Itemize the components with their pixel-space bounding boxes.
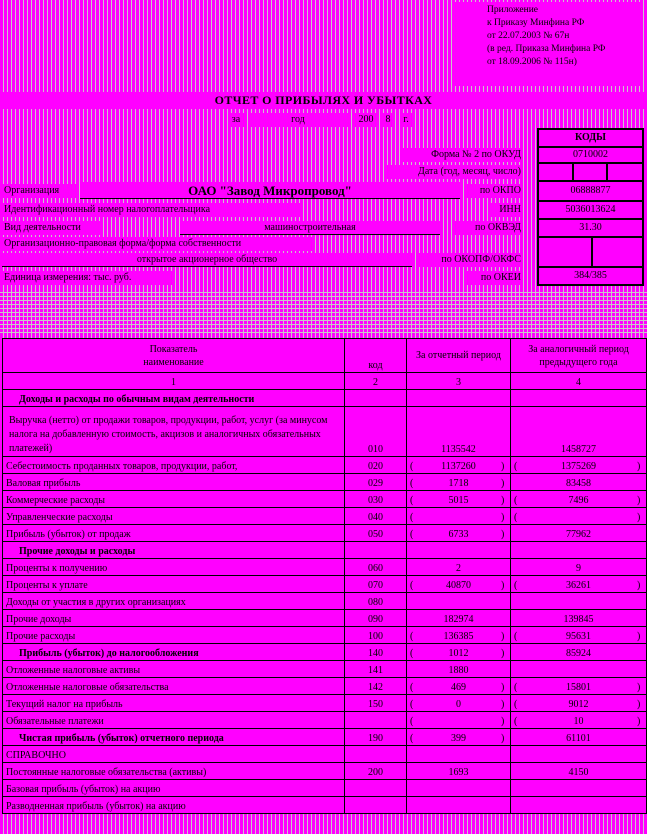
open-paren: ( [514, 716, 518, 727]
open-paren: ( [514, 495, 518, 506]
row-code: 029 [345, 474, 407, 491]
table-row [3, 644, 647, 661]
inn-label: ИНН [490, 203, 521, 217]
okved-value[interactable]: 31.30 [539, 220, 642, 236]
okud-label: Форма № 2 по ОКУД [400, 148, 521, 162]
value-text: 10 [573, 716, 584, 727]
table-row [3, 593, 647, 610]
rows-group-d [3, 763, 647, 814]
close-paren: ) [501, 733, 505, 744]
table-row [3, 525, 647, 542]
row-current-value[interactable] [407, 797, 511, 814]
value-text: 40870 [446, 580, 471, 591]
open-paren: ( [410, 512, 414, 523]
open-paren: ( [514, 461, 518, 472]
rows-group-c [3, 661, 647, 729]
table-row [3, 610, 647, 627]
open-paren: ( [514, 699, 518, 710]
row-name: Управленческие расходы [3, 508, 345, 525]
row-code: 141 [345, 661, 407, 678]
close-paren: ) [501, 716, 505, 727]
row-name: Коммерческие расходы [3, 491, 345, 508]
table-cell [511, 542, 647, 559]
parenthesized-value [514, 512, 643, 524]
row-name: Прочие доходы [3, 610, 345, 627]
parenthesized-value [514, 699, 643, 711]
net-profit-group [3, 729, 647, 746]
row-current-value[interactable] [407, 508, 511, 525]
okud-value[interactable]: 0710002 [539, 148, 642, 162]
row-previous-value[interactable] [511, 797, 647, 814]
close-paren: ) [501, 512, 505, 523]
open-paren: ( [410, 648, 414, 659]
row-code: 050 [345, 525, 407, 542]
open-paren: ( [410, 461, 414, 472]
row-previous-value[interactable]: 85924 [511, 644, 647, 661]
row-name: Себестоимость проданных товаров, продукции, работ, [3, 457, 345, 474]
header-name-label: наименование [143, 356, 204, 368]
approval-note [455, 2, 643, 86]
period-suffix: г. [400, 113, 412, 127]
value-text: 7496 [568, 495, 589, 506]
value-text: 1375269 [561, 461, 596, 472]
period-prefix: за [228, 113, 244, 127]
header-code: код [345, 339, 407, 373]
open-paren: ( [514, 580, 518, 591]
table-row [3, 797, 647, 814]
row-code: 060 [345, 559, 407, 576]
section-title: Доходы и расходы по обычным видам деятельности [3, 390, 345, 407]
period-word[interactable]: год [248, 113, 348, 127]
close-paren: ) [501, 631, 505, 642]
open-paren: ( [410, 682, 414, 693]
row-code: 190 [345, 729, 407, 746]
row-code: 200 [345, 763, 407, 780]
report-table [2, 338, 647, 814]
row-current-value[interactable] [407, 491, 511, 508]
row-code: 100 [345, 627, 407, 644]
table-row [3, 678, 647, 695]
open-paren: ( [410, 699, 414, 710]
parenthesized-value [514, 631, 643, 643]
value-text: 6733 [448, 529, 469, 540]
close-paren: ) [637, 699, 641, 710]
row-previous-value[interactable] [511, 661, 647, 678]
separator-band [0, 290, 647, 336]
row-code: 070 [345, 576, 407, 593]
table-cell [407, 746, 511, 763]
row-current-value[interactable]: 2 [407, 559, 511, 576]
row-current-value[interactable] [407, 644, 511, 661]
row-current-value[interactable] [407, 525, 511, 542]
table-row [3, 712, 647, 729]
row-previous-value[interactable] [511, 695, 647, 712]
reference-label: СПРАВОЧНО [3, 746, 345, 763]
close-paren: ) [637, 512, 641, 523]
row-previous-value[interactable]: 77962 [511, 525, 647, 542]
parenthesized-value [410, 631, 507, 643]
close-paren: ) [637, 461, 641, 472]
row-current-value[interactable]: 1693 [407, 763, 511, 780]
value-text: 469 [451, 682, 466, 693]
parenthesized-value [410, 495, 507, 507]
close-paren: ) [501, 529, 505, 540]
rows-group-b [3, 559, 647, 644]
table-cell [345, 390, 407, 407]
parenthesized-value [410, 716, 507, 728]
row-current-value[interactable] [407, 576, 511, 593]
close-paren: ) [501, 580, 505, 591]
date-label: Дата (год, месяц, число) [386, 165, 521, 179]
approval-line: от 22.07.2003 № 67н [487, 31, 570, 41]
row-current-value[interactable] [407, 780, 511, 797]
row-name: Прочие расходы [3, 627, 345, 644]
row-name: Отложенные налоговые обязательства [3, 678, 345, 695]
row-code: 140 [345, 644, 407, 661]
approval-line: Приложение [487, 5, 538, 15]
row-previous-value[interactable] [511, 508, 647, 525]
unit-label: Единица измерения: тыс. руб. [2, 271, 172, 285]
revenue-code: 010 [345, 407, 407, 457]
row-name: Прибыль (убыток) от продаж [3, 525, 345, 542]
table-row [3, 661, 647, 678]
value-text: 15801 [566, 682, 591, 693]
row-current-value[interactable] [407, 457, 511, 474]
value-text: 136385 [443, 631, 474, 642]
parenthesized-value [410, 648, 507, 660]
value-text: 1718 [448, 478, 469, 489]
header-indicator [3, 339, 345, 373]
value-text: 1137260 [441, 461, 476, 472]
parenthesized-value [410, 580, 507, 592]
row-code: 142 [345, 678, 407, 695]
rows-group-a [3, 457, 647, 542]
open-paren: ( [410, 478, 414, 489]
okfs-cell[interactable] [593, 238, 642, 266]
table-cell [407, 390, 511, 407]
approval-line: от 18.09.2006 № 115н) [487, 57, 577, 67]
header-previous: За аналогичный период предыдущего года [511, 339, 647, 373]
org-name[interactable]: ОАО "Завод Микропровод" [80, 182, 460, 199]
row-code [345, 780, 407, 797]
value-text: 5015 [448, 495, 469, 506]
value-text: 9012 [568, 699, 589, 710]
row-previous-value[interactable] [511, 780, 647, 797]
legal-form-value[interactable]: открытое акционерное общество [2, 253, 412, 267]
table-row [3, 508, 647, 525]
row-previous-value[interactable] [511, 593, 647, 610]
table-cell [511, 746, 647, 763]
report-title: ОТЧЕТ О ПРИБЫЛЯХ И УБЫТКАХ [2, 92, 645, 109]
period-year-suffix[interactable]: 8 [381, 113, 395, 127]
row-code: 080 [345, 593, 407, 610]
row-previous-value[interactable] [511, 457, 647, 474]
row-name: Постоянные налоговые обязательства (активы) [3, 763, 345, 780]
row-current-value[interactable]: 182974 [407, 610, 511, 627]
row-code: 020 [345, 457, 407, 474]
row-code: 150 [345, 695, 407, 712]
row-name: Прибыль (убыток) до налогообложения [3, 644, 345, 661]
table-cell [511, 390, 647, 407]
row-code [345, 797, 407, 814]
parenthesized-value [410, 461, 507, 473]
close-paren: ) [501, 495, 505, 506]
row-name: Проценты к получению [3, 559, 345, 576]
header-col-number: 2 [345, 373, 407, 390]
date-year-cell[interactable] [539, 164, 572, 180]
okopf-cell[interactable] [539, 238, 591, 266]
inn-row-label: Идентификационный номер налогоплательщика [2, 203, 302, 217]
row-name: Проценты к уплате [3, 576, 345, 593]
header-col-number: 3 [407, 373, 511, 390]
row-current-value[interactable]: 1880 [407, 661, 511, 678]
parenthesized-value [514, 716, 643, 728]
org-label: Организация [2, 184, 78, 198]
open-paren: ( [514, 682, 518, 693]
activity-value[interactable]: машиностроительная [180, 221, 440, 235]
close-paren: ) [637, 716, 641, 727]
row-name: Текущий налог на прибыль [3, 695, 345, 712]
open-paren: ( [514, 512, 518, 523]
row-name: Валовая прибыль [3, 474, 345, 491]
activity-label: Вид деятельности [2, 221, 102, 235]
table-row [3, 474, 647, 491]
parenthesized-value [514, 495, 643, 507]
row-current-value[interactable] [407, 627, 511, 644]
parenthesized-value [514, 461, 643, 473]
okei-label: по ОКЕИ [465, 271, 521, 285]
parenthesized-value [514, 682, 643, 694]
table-row [3, 559, 647, 576]
table-row [3, 763, 647, 780]
open-paren: ( [410, 580, 414, 591]
parenthesized-value [410, 512, 507, 524]
date-day-cell[interactable] [608, 164, 642, 180]
okei-value[interactable]: 384/385 [539, 268, 642, 284]
parenthesized-value [514, 580, 643, 592]
open-paren: ( [410, 631, 414, 642]
parenthesized-value [410, 529, 507, 541]
close-paren: ) [501, 682, 505, 693]
table-row [3, 780, 647, 797]
open-paren: ( [410, 733, 414, 744]
date-month-cell[interactable] [574, 164, 606, 180]
approval-line: к Приказу Минфина РФ [487, 18, 585, 28]
parenthesized-value [410, 733, 507, 745]
row-code: 040 [345, 508, 407, 525]
value-text: 95631 [566, 631, 591, 642]
close-paren: ) [637, 580, 641, 591]
parenthesized-value [410, 682, 507, 694]
inn-value[interactable]: 5036013624 [539, 202, 642, 218]
value-text: 0 [456, 699, 461, 710]
section-title: Прочие доходы и расходы [3, 542, 345, 559]
table-row [3, 729, 647, 746]
row-previous-value[interactable]: 9 [511, 559, 647, 576]
profit-before-tax-group [3, 644, 647, 661]
row-name: Отложенные налоговые активы [3, 661, 345, 678]
period-year: 200 [353, 113, 379, 127]
row-name: Обязательные платежи [3, 712, 345, 729]
row-code [345, 712, 407, 729]
close-paren: ) [637, 495, 641, 506]
close-paren: ) [637, 631, 641, 642]
row-code: 030 [345, 491, 407, 508]
row-current-value[interactable] [407, 729, 511, 746]
close-paren: ) [501, 461, 505, 472]
row-previous-value[interactable]: 83458 [511, 474, 647, 491]
parenthesized-value [410, 478, 507, 490]
table-row [3, 627, 647, 644]
row-code: 090 [345, 610, 407, 627]
parenthesized-value [410, 699, 507, 711]
revenue-previous[interactable]: 1458727 [511, 407, 647, 457]
table-row [3, 457, 647, 474]
row-name: Чистая прибыль (убыток) отчетного периода [3, 729, 345, 746]
okopf-label: по ОКОПФ/ОКФС [418, 253, 521, 267]
approval-line: (в ред. Приказа Минфина РФ [487, 44, 606, 54]
close-paren: ) [637, 682, 641, 693]
okpo-label: по ОКПО [465, 184, 521, 198]
open-paren: ( [514, 631, 518, 642]
close-paren: ) [501, 699, 505, 710]
table-cell [345, 542, 407, 559]
row-previous-value[interactable]: 139845 [511, 610, 647, 627]
close-paren: ) [501, 648, 505, 659]
row-previous-value[interactable] [511, 491, 647, 508]
header-current: За отчетный период [407, 339, 511, 373]
row-current-value[interactable] [407, 695, 511, 712]
okpo-value[interactable]: 06888877 [539, 182, 642, 200]
row-name: Доходы от участия в других организациях [3, 593, 345, 610]
row-previous-value[interactable] [511, 627, 647, 644]
header-col-number: 1 [3, 373, 345, 390]
row-name: Разводненная прибыль (убыток) на акцию [3, 797, 345, 814]
revenue-name: Выручка (нетто) от продажи товаров, продукции, работ, услуг (за минусом налога на добавленную стоимость, акцизов и аналогичных обязательных платежей) [3, 407, 345, 457]
okved-label: по ОКВЭД [455, 221, 521, 235]
close-paren: ) [501, 478, 505, 489]
table-cell [407, 542, 511, 559]
value-text: 1012 [448, 648, 469, 659]
header-indicator-label: Показатель [149, 343, 198, 355]
row-current-value[interactable] [407, 678, 511, 695]
row-name: Базовая прибыль (убыток) на акцию [3, 780, 345, 797]
revenue-current[interactable]: 1135542 [407, 407, 511, 457]
table-cell [345, 746, 407, 763]
value-text: 399 [451, 733, 466, 744]
row-previous-value[interactable]: 61101 [511, 729, 647, 746]
codes-header: КОДЫ [539, 130, 642, 146]
value-text: 36261 [566, 580, 591, 591]
row-previous-value[interactable] [511, 678, 647, 695]
codes-box [537, 128, 644, 286]
open-paren: ( [410, 495, 414, 506]
row-previous-value[interactable] [511, 576, 647, 593]
table-row [3, 491, 647, 508]
row-current-value[interactable] [407, 474, 511, 491]
legal-form-label: Организационно-правовая форма/форма собственности [2, 237, 315, 251]
row-previous-value[interactable] [511, 712, 647, 729]
open-paren: ( [410, 716, 414, 727]
header-col-number: 4 [511, 373, 647, 390]
row-current-value[interactable] [407, 712, 511, 729]
row-current-value[interactable] [407, 593, 511, 610]
open-paren: ( [410, 529, 414, 540]
row-previous-value[interactable]: 4150 [511, 763, 647, 780]
table-row [3, 695, 647, 712]
table-row [3, 576, 647, 593]
